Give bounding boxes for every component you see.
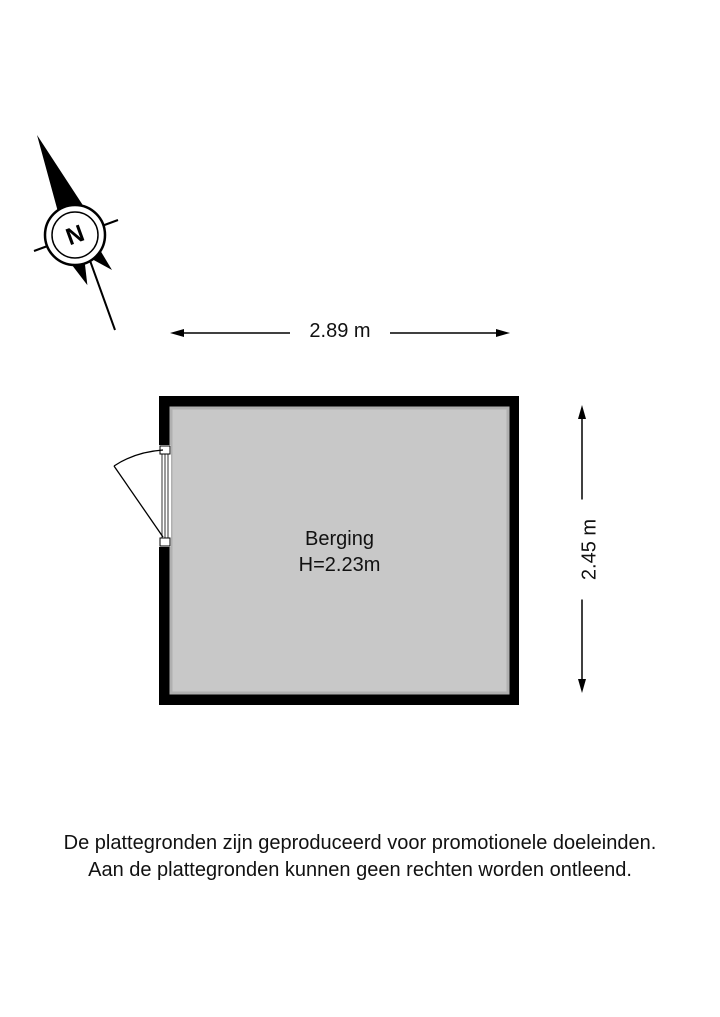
door xyxy=(114,445,171,547)
width-dimension-label: 2.89 m xyxy=(290,320,390,343)
disclaimer-line-1: De plattegronden zijn geproduceerd voor promotionele doeleinden. xyxy=(63,832,657,854)
room-height: H=2.23m xyxy=(298,554,381,576)
disclaimer-line-2: Aan de plattegronden kunnen geen rechten worden ontleend. xyxy=(88,859,632,881)
svg-text:N: N xyxy=(62,219,88,252)
depth-dimension-label: 2.45 m xyxy=(579,500,602,600)
room-name: Berging xyxy=(305,528,374,550)
compass-icon xyxy=(34,135,118,330)
